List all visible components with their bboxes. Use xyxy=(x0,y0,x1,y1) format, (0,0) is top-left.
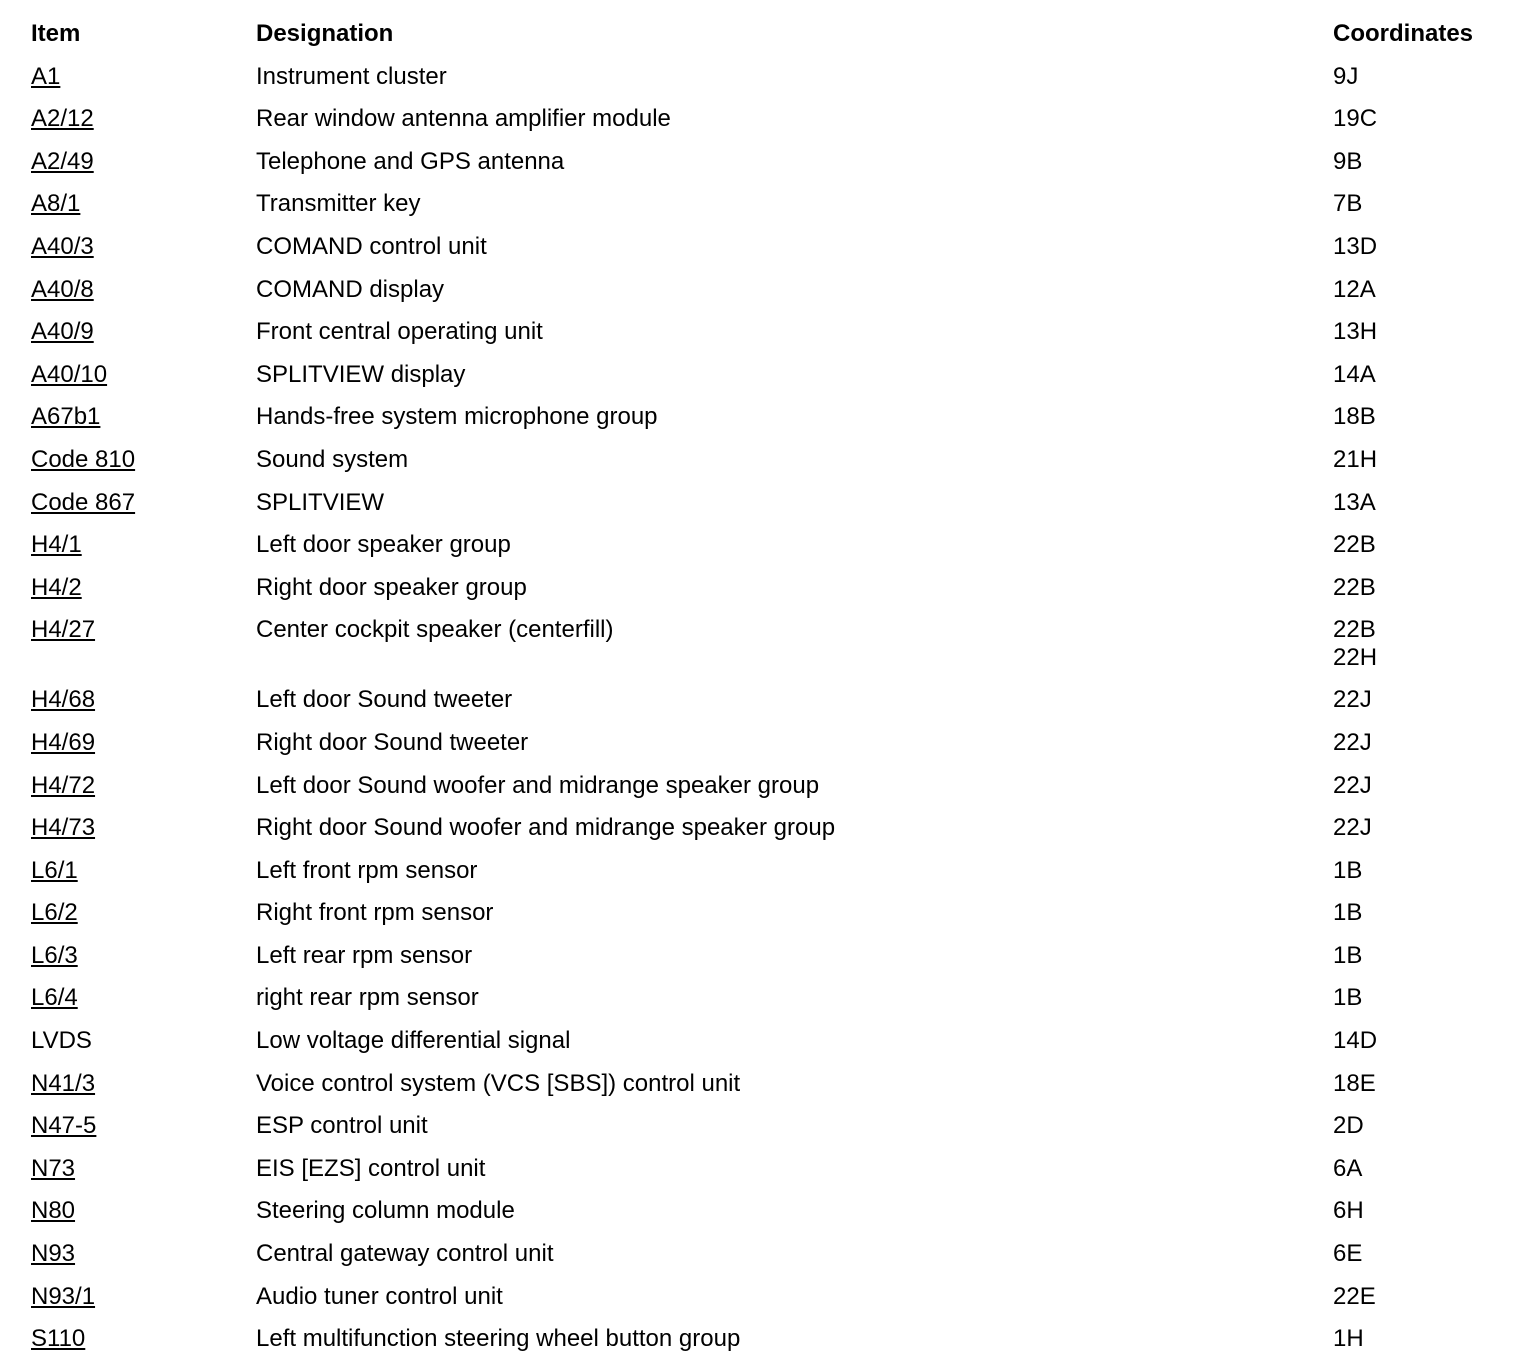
coordinate-value: 9J xyxy=(1333,62,1359,90)
coordinate-value: 14A xyxy=(1333,360,1376,388)
item-link[interactable]: A1 xyxy=(31,62,61,90)
item-cell xyxy=(31,1027,92,1055)
coordinate-value: 13A xyxy=(1333,488,1376,516)
coordinates-cell xyxy=(1333,1155,1362,1183)
item-link[interactable]: H4/27 xyxy=(31,616,96,644)
item-link[interactable]: L6/1 xyxy=(31,856,78,884)
coordinate-value: 22B xyxy=(1333,531,1376,559)
table-row xyxy=(31,1277,1511,1320)
coordinate-value: 22J xyxy=(1333,686,1372,714)
coordinates-cell xyxy=(1333,63,1358,91)
table-row xyxy=(31,270,1511,313)
item-link[interactable]: L6/4 xyxy=(31,984,78,1012)
item-link[interactable]: H4/1 xyxy=(31,531,82,559)
coordinates-cell xyxy=(1333,1112,1364,1140)
item-cell xyxy=(31,942,78,970)
item-cell xyxy=(31,814,95,842)
coordinate-value: 1B xyxy=(1333,941,1363,969)
designation-cell: Instrument cluster xyxy=(256,62,447,90)
designation-cell: SPLITVIEW display xyxy=(256,360,466,388)
coordinates-cell xyxy=(1333,984,1362,1012)
coordinates-cell xyxy=(1333,403,1376,431)
item-link[interactable]: H4/72 xyxy=(31,771,96,799)
coordinate-value: 6A xyxy=(1333,1154,1363,1182)
designation-cell: Telephone and GPS antenna xyxy=(256,147,565,175)
coordinates-cell xyxy=(1333,148,1362,176)
designation-cell: Transmitter key xyxy=(256,190,421,218)
coordinate-value: 22B xyxy=(1333,616,1376,644)
coordinates-cell xyxy=(1333,361,1376,389)
coordinates-cell xyxy=(1333,233,1377,261)
item-column-header: Item xyxy=(31,20,81,47)
item-cell xyxy=(31,686,95,714)
item-link[interactable]: N80 xyxy=(31,1197,76,1225)
table-row xyxy=(31,142,1511,185)
coordinate-value: 7B xyxy=(1333,190,1363,218)
coordinates-cell xyxy=(1333,616,1377,672)
item-link[interactable]: N93 xyxy=(31,1240,76,1268)
coordinates-cell xyxy=(1333,1070,1376,1098)
table-row xyxy=(31,766,1511,809)
coordinate-value: 12A xyxy=(1333,275,1376,303)
table-row xyxy=(31,680,1511,723)
table-row xyxy=(31,1234,1511,1277)
table-row xyxy=(31,227,1511,270)
coordinate-value: 18E xyxy=(1333,1069,1376,1097)
designation-cell: Left multifunction steering wheel button group xyxy=(256,1325,741,1353)
designation-cell: COMAND display xyxy=(256,275,445,303)
designation-column-header: Designation xyxy=(256,20,394,47)
item-link[interactable]: Code 810 xyxy=(31,445,136,473)
table-row xyxy=(31,610,1511,680)
designation-cell: ESP control unit xyxy=(256,1112,428,1140)
item-link[interactable]: H4/68 xyxy=(31,686,96,714)
coordinates-cell xyxy=(1333,1027,1377,1055)
table-row xyxy=(31,1191,1511,1234)
designation-cell: Left front rpm sensor xyxy=(256,856,478,884)
item-cell xyxy=(31,276,94,304)
coordinates-cell xyxy=(1333,574,1376,602)
item-link[interactable]: A40/3 xyxy=(31,232,94,260)
item-link[interactable]: N47-5 xyxy=(31,1112,97,1140)
item-cell xyxy=(31,1325,85,1353)
coordinates-cell xyxy=(1333,489,1376,517)
coordinate-value: 22J xyxy=(1333,771,1372,799)
table-row xyxy=(31,936,1511,979)
table-body xyxy=(31,57,1511,1362)
designation-cell: EIS [EZS] control unit xyxy=(256,1154,486,1182)
item-cell xyxy=(31,1283,95,1311)
table-row xyxy=(31,1021,1511,1064)
designation-cell: Front central operating unit xyxy=(256,318,543,346)
coordinates-cell xyxy=(1333,899,1362,927)
coordinates-cell xyxy=(1333,276,1376,304)
coordinates-column-header: Coordinates xyxy=(1333,20,1474,47)
table-row xyxy=(31,440,1511,483)
coordinates-cell xyxy=(1333,531,1376,559)
designation-cell: SPLITVIEW xyxy=(256,488,385,516)
item-cell xyxy=(31,772,95,800)
table-row xyxy=(31,723,1511,766)
coordinate-value: 14D xyxy=(1333,1027,1378,1055)
designation-cell: Left rear rpm sensor xyxy=(256,941,473,969)
table-row xyxy=(31,1106,1511,1149)
coordinate-value: 22E xyxy=(1333,1282,1376,1310)
designation-cell: Sound system xyxy=(256,445,409,473)
table-row xyxy=(31,808,1511,851)
designation-cell: right rear rpm sensor xyxy=(256,984,479,1012)
item-cell xyxy=(31,489,135,517)
designation-cell: Right door Sound tweeter xyxy=(256,728,529,756)
designation-cell: Central gateway control unit xyxy=(256,1240,554,1268)
item-cell xyxy=(31,1197,75,1225)
item-cell xyxy=(31,574,82,602)
designation-cell: Right front rpm sensor xyxy=(256,899,494,927)
table-row xyxy=(31,1149,1511,1192)
item-link[interactable]: A40/9 xyxy=(31,318,94,346)
table-row xyxy=(31,978,1511,1021)
table-row xyxy=(31,184,1511,227)
designation-cell: Right door Sound woofer and midrange speaker group xyxy=(256,814,836,842)
table-row xyxy=(31,525,1511,568)
item-cell xyxy=(31,531,82,559)
coordinates-cell xyxy=(1333,446,1377,474)
item-cell xyxy=(31,1070,95,1098)
table-row xyxy=(31,568,1511,611)
item-link[interactable]: A67b1 xyxy=(31,403,101,431)
coordinates-cell xyxy=(1333,190,1362,218)
item-link[interactable]: N41/3 xyxy=(31,1069,96,1097)
item-link[interactable]: A40/10 xyxy=(31,360,108,388)
coordinates-cell xyxy=(1333,1197,1364,1225)
item-link[interactable]: H4/2 xyxy=(31,573,82,601)
coordinates-cell xyxy=(1333,105,1377,133)
coordinates-cell xyxy=(1333,1283,1376,1311)
coordinate-value: 1H xyxy=(1333,1325,1364,1353)
designation-cell: Center cockpit speaker (centerfill) xyxy=(256,616,614,644)
coordinate-value: 1B xyxy=(1333,856,1363,884)
item-cell xyxy=(31,1240,75,1268)
coordinates-cell xyxy=(1333,1325,1364,1353)
item-cell xyxy=(31,190,80,218)
item-cell xyxy=(31,233,94,261)
item-cell xyxy=(31,616,95,644)
item-link[interactable]: L6/3 xyxy=(31,941,78,969)
designation-cell: Audio tuner control unit xyxy=(256,1282,503,1310)
table-header xyxy=(31,14,1511,57)
item-link[interactable]: A2/12 xyxy=(31,105,94,133)
coordinate-value: 19C xyxy=(1333,105,1378,133)
item-cell xyxy=(31,857,78,885)
coordinate-value: 22J xyxy=(1333,814,1372,842)
table-row xyxy=(31,397,1511,440)
designation-cell: Right door speaker group xyxy=(256,573,527,601)
coordinate-value: 6H xyxy=(1333,1197,1364,1225)
coordinates-cell xyxy=(1333,857,1362,885)
item-cell xyxy=(31,1112,96,1140)
table-row xyxy=(31,1319,1511,1362)
item-link[interactable]: H4/69 xyxy=(31,728,96,756)
item-link[interactable]: N73 xyxy=(31,1154,76,1182)
coordinate-value: 22H xyxy=(1333,644,1378,672)
coordinates-cell xyxy=(1333,942,1362,970)
coordinates-cell xyxy=(1333,1240,1362,1268)
designation-cell: Left door Sound woofer and midrange speaker group xyxy=(256,771,820,799)
table-row xyxy=(31,99,1511,142)
table-row xyxy=(31,1064,1511,1107)
coordinate-value: 1B xyxy=(1333,984,1363,1012)
item-cell xyxy=(31,63,60,91)
table-row xyxy=(31,355,1511,398)
coordinate-value: 18B xyxy=(1333,403,1376,431)
designation-cell: Hands-free system microphone group xyxy=(256,403,658,431)
item-cell xyxy=(31,148,94,176)
item-cell xyxy=(31,318,94,346)
coordinates-cell xyxy=(1333,729,1372,757)
item-cell xyxy=(31,1155,75,1183)
coordinate-value: 21H xyxy=(1333,445,1378,473)
coordinates-cell xyxy=(1333,772,1372,800)
coordinates-cell xyxy=(1333,686,1372,714)
component-legend-table xyxy=(31,14,1511,1362)
coordinate-value: 6E xyxy=(1333,1240,1363,1268)
designation-cell: Low voltage differential signal xyxy=(256,1027,571,1055)
item-cell xyxy=(31,729,95,757)
item-link[interactable]: Code 867 xyxy=(31,488,136,516)
item-link[interactable]: A40/8 xyxy=(31,275,94,303)
coordinate-value: 9B xyxy=(1333,147,1363,175)
designation-cell: Left door Sound tweeter xyxy=(256,686,513,714)
coordinates-cell xyxy=(1333,318,1377,346)
item-link[interactable]: H4/73 xyxy=(31,814,96,842)
item-cell xyxy=(31,361,107,389)
item-cell xyxy=(31,105,94,133)
item-link[interactable]: S110 xyxy=(31,1325,86,1353)
designation-cell: Left door speaker group xyxy=(256,531,511,559)
designation-cell: Steering column module xyxy=(256,1197,515,1225)
item-link[interactable]: A8/1 xyxy=(31,190,81,218)
table-row xyxy=(31,312,1511,355)
coordinate-value: 13H xyxy=(1333,318,1378,346)
designation-cell: COMAND control unit xyxy=(256,232,487,260)
coordinate-value: 1B xyxy=(1333,899,1363,927)
coordinate-value: 22J xyxy=(1333,728,1372,756)
table-row xyxy=(31,483,1511,526)
table-row xyxy=(31,851,1511,894)
item-cell xyxy=(31,446,135,474)
item-label: LVDS xyxy=(31,1027,92,1055)
table-row xyxy=(31,57,1511,100)
coordinates-cell xyxy=(1333,814,1372,842)
designation-cell: Rear window antenna amplifier module xyxy=(256,105,671,133)
designation-cell: Voice control system (VCS [SBS]) control unit xyxy=(256,1069,741,1097)
item-link[interactable]: A2/49 xyxy=(31,147,94,175)
table-row xyxy=(31,893,1511,936)
item-link[interactable]: N93/1 xyxy=(31,1282,96,1310)
item-link[interactable]: L6/2 xyxy=(31,899,78,927)
coordinate-value: 22B xyxy=(1333,573,1376,601)
item-cell xyxy=(31,899,78,927)
item-cell xyxy=(31,984,78,1012)
coordinate-value: 13D xyxy=(1333,232,1378,260)
item-cell xyxy=(31,403,100,431)
coordinate-value: 2D xyxy=(1333,1112,1364,1140)
